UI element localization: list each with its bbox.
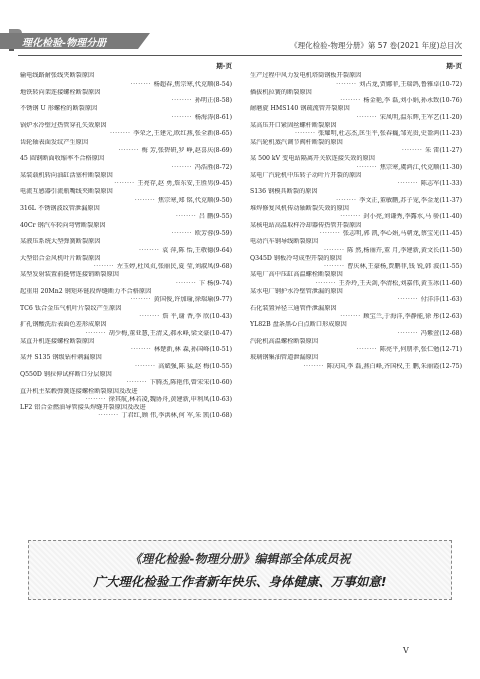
toc-entry-title: 插拔机拉簧的断裂原因 (250, 88, 312, 96)
toc-entry-title: 316L 不锈钢波纹管泄漏原因 (20, 205, 100, 213)
column-heading: 期-页 (216, 62, 232, 70)
leader-dots: ········ (135, 362, 159, 370)
toc-entry-authors (20, 197, 232, 205)
toc-entry-authors (250, 330, 462, 338)
toc-entry-title: 40Cr 钢汽车转向弯臂断裂原因 (20, 221, 106, 229)
toc-entry-authors (20, 97, 232, 105)
toc-entry-author-text: 林楚新,林 森,孙国峰(10-51) (153, 346, 232, 354)
toc-entry-authors (20, 379, 232, 387)
header-rule (18, 55, 462, 56)
leader-dots: ········ (175, 213, 199, 221)
leader-dots: ········ (340, 312, 364, 320)
toc-entry-author-text: 高斌强,陈 猛,赵 梅(10-55) (158, 362, 232, 370)
leader-dots: ········ (126, 379, 150, 387)
toc-entry (20, 271, 232, 288)
toc-entry-authors (20, 230, 232, 238)
toc-entry-authors (250, 247, 462, 255)
toc-entry-title: 锅炉水冷壁过热管穿孔失效原因 (20, 122, 107, 130)
leader-dots: ········ (397, 180, 421, 188)
toc-entry-author-text: 王乔玲,王天剑,李清松,刘嘉伟,黄玉冰(11-60) (338, 279, 462, 287)
toc-entry-title: 某水电厂钢护水冷壁管泄漏的原因 (250, 288, 343, 296)
page-number: V (403, 646, 409, 655)
toc-entry-author-text: 詹 平,谢 香,李 欣(10-43) (162, 312, 232, 320)
toc-entry-authors (250, 197, 462, 205)
toc-entry-author-text: 焦宗寒,虞鸿江,代克顺(11-30) (379, 163, 462, 171)
toc-entry-author-text: 宋凤明,温东辉,王军艺(11-20) (379, 113, 462, 121)
leader-dots: ········ (171, 113, 195, 121)
toc-entry-author-text: 陈志军(11-33) (420, 180, 462, 188)
leader-dots: ········ (401, 146, 425, 154)
toc-entry (20, 255, 232, 272)
toc-entry (250, 72, 462, 89)
toc-entry-title: 某电厂汽轮机中压转子动叶片开裂的原因 (250, 171, 362, 179)
toc-entry-author-text: 刘占龙,贾娜菲,王瑞鸽,鲁雅卓(10-72) (359, 80, 462, 88)
column-heading: 期-页 (446, 62, 462, 70)
leader-dots: ········ (134, 196, 158, 204)
toc-entry-title: 输电线路耐张线夹断裂原因 (20, 72, 95, 80)
toc-entry-author-text: 朱 雷(11-27) (424, 146, 462, 154)
toc-entry-author-text: 陈亮平,何朋孝,张仁勉(12-71) (379, 346, 462, 354)
toc-entry-authors (250, 97, 462, 105)
toc-entry-authors (20, 263, 232, 271)
toc-entry-title: 齿轮轴表面发纹产生原因 (20, 138, 89, 146)
toc-entry-authors (20, 396, 232, 404)
toc-entry-title: 直升机主桨毂弹簧连接螺栓断裂原因及改进 (20, 387, 138, 395)
toc-entry-title: 电动汽车钢导线断裂原因 (250, 238, 319, 246)
toc-entry (20, 338, 232, 355)
toc-entry-authors (250, 130, 462, 138)
toc-entry-author-text: 李文正,董敏鹏,苏子宠,李金龙(11-37) (359, 196, 462, 204)
toc-entry-title: 石化装置异径三通管件泄漏原因 (250, 304, 337, 312)
leader-dots: ········ (356, 346, 380, 354)
toc-entry-author-text: 袁 萍,陈 怡,王敬德(9-64) (162, 246, 232, 254)
toc-entry-title: S136 钢模具断裂的原因 (250, 188, 318, 196)
toc-entry-title: 某汽轮机蒸汽调节阀杆断裂的原因 (250, 138, 343, 146)
toc-entry (20, 371, 232, 388)
toc-entry-author-text: 孙明正(8-58) (194, 97, 232, 105)
leader-dots: ········ (171, 163, 195, 171)
toc-entry (20, 122, 232, 139)
banner-line-1: 《理化检验-物理分册》编辑部全体成员祝 (129, 552, 351, 566)
toc-entry (250, 354, 462, 371)
toc-entry-author-text: 张志明,郭 凯,李心娟,马朝龙,蔡宝光(11-45) (342, 229, 462, 237)
leader-dots: ········ (139, 312, 163, 320)
leader-dots: ········ (336, 196, 360, 204)
toc-entry-author-text: 王亮存,赵 勇,詹东安,王胜男(9-45) (137, 180, 232, 188)
toc-entry (250, 321, 462, 338)
toc-entry (250, 338, 462, 355)
toc-entry-author-text: 卞 杨(9-74) (198, 279, 232, 287)
toc-entry-author-text: 冯浩胜(8-72) (194, 163, 232, 171)
toc-entry-authors (20, 313, 232, 321)
toc-entry-author-text: 封小亮,刘谦秀,李露水,马 骄(11-40) (363, 213, 462, 221)
leader-dots: ········ (175, 279, 199, 287)
toc-entry-authors (20, 147, 232, 155)
toc-entry (250, 238, 462, 255)
toc-entry (250, 255, 462, 272)
leader-dots: ········ (110, 130, 134, 138)
toc-entry (20, 288, 232, 305)
toc-entry-title: 某井 S135 钢级钻杆刺漏原因 (20, 354, 102, 362)
toc-entry-title: 玻璃钢集油管道泄漏原因 (250, 354, 319, 362)
leader-dots: ········ (397, 296, 421, 304)
toc-entry-authors (20, 180, 232, 188)
toc-entry-authors (250, 213, 462, 221)
toc-entry-authors (20, 346, 232, 354)
toc-entry-author-text: 焦宗寒,郑 铭,代克顺(9-50) (157, 196, 232, 204)
toc-entry (250, 155, 462, 172)
logo-text: 理化检验-物理分册 (22, 38, 107, 49)
toc-entry-author-text: 陈 然,杨丽卉,董 月,李建新,黄文长(11-50) (347, 246, 462, 254)
toc-entry-authors (250, 180, 462, 188)
toc-entry (250, 139, 462, 156)
leader-dots: ········ (130, 346, 154, 354)
leader-dots: ········ (340, 213, 364, 221)
toc-entry (20, 105, 232, 122)
toc-entry-author-text: 曹庆林,王豪杨,贾鹏菲,钱 锐,韩 波(11-55) (347, 263, 462, 271)
leader-dots: ········ (93, 263, 117, 271)
toc-entry-authors (250, 280, 462, 288)
toc-entry-title: 某 500 kV 变电站隔离开关软连接失效的原因 (250, 155, 375, 163)
toc-entry (20, 354, 232, 371)
toc-entry-authors (20, 412, 232, 420)
leader-dots: ········ (323, 246, 348, 254)
toc-entry-author-text: 陈庆国,李 磊,燕白峰,齐国权,王 鹏,朱丽霞(12-75) (326, 362, 462, 370)
toc-entry (20, 305, 232, 322)
toc-entry-title: 某型发射装置前挺臂连接销断裂原因 (20, 271, 119, 279)
toc-entry-title: 某高压开口紧固丝螺杆断裂原因 (250, 122, 337, 130)
toc-entry-author-text: 李荣之,王建元,欧红燕,张全新(8-65) (133, 130, 232, 138)
toc-entry-title: Q550D 钢拉伸试样断口分层原因 (20, 370, 112, 378)
toc-entry (20, 72, 232, 89)
toc-entry-author-text: 卞腾杰,陈艳伟,曾宋宋(10-60) (149, 379, 232, 387)
toc-entry-authors (250, 263, 462, 271)
toc-entry-authors (250, 313, 462, 321)
toc-entry-authors (250, 114, 462, 122)
toc-entry-authors (250, 363, 462, 371)
toc-entry-authors (250, 296, 462, 304)
toc-entry (250, 89, 462, 106)
toc-entry (250, 222, 462, 239)
toc-entry-author-text: 冯紫萱(12-68) (420, 329, 462, 337)
leader-dots: ········ (319, 229, 343, 237)
page-header (0, 0, 480, 58)
toc-entry-title: 电流互感器引流瓶嘴线夹断裂原因 (20, 188, 113, 196)
leader-dots: ········ (171, 229, 195, 237)
toc-entry-author-text: 徐其航,林若凌,魏协舟,黄建新,申利凤(10-63) (108, 395, 232, 403)
leader-dots: ········ (171, 97, 195, 105)
toc-entry-authors (250, 147, 462, 155)
leader-dots: ········ (356, 113, 380, 121)
toc-entry-title: 某装载机转向油缸活塞杆断裂原因 (20, 171, 113, 179)
leader-dots: ········ (356, 163, 380, 171)
leader-dots: ········ (118, 146, 142, 154)
toc-entry-title: 扩孔钢酸洗后表面色差形成原因 (20, 321, 107, 329)
toc-entry-title: 地铁转向架连接螺栓断裂原因 (20, 88, 101, 96)
toc-entry-authors (250, 346, 462, 354)
toc-entry-title: Q345D 钢板冷弯成型开裂的原因 (250, 254, 342, 262)
toc-entry-author-text: 吕 鹏(9-55) (198, 213, 232, 221)
toc-entry (20, 205, 232, 222)
toc-entry-author-text: 杨海涛(8-61) (194, 113, 232, 121)
toc-entry-title: 45 圆钢断面收缩率不合格原因 (20, 155, 105, 163)
toc-entry-author-text: 付洋洋(11-63) (420, 296, 462, 304)
toc-entry-authors (20, 247, 232, 255)
toc-entry (250, 305, 462, 322)
toc-entry-authors (250, 81, 462, 89)
toc-entry-authors (20, 81, 232, 89)
toc-entry-title: 大型铝合金风机叶片断裂原因 (20, 254, 101, 262)
toc-entry-author-text: 胡少梅,董亚慧,王清义,郝永峰,梁文豪(10-47) (108, 329, 232, 337)
toc-entry-authors (20, 363, 232, 371)
toc-entry-author-text: 左玉婷,杜凤贞,张丽民,夏 莹,刘淑凤(9-68) (116, 263, 232, 271)
toc-entry-title: 某电厂高中压缸高温螺栓断裂原因 (250, 271, 343, 279)
toc-entry-authors (20, 114, 232, 122)
toc-entry-authors (250, 164, 462, 172)
toc-entry-title: TC6 钛合金压气机叶片裂纹产生原因 (20, 304, 122, 312)
leader-dots: ········ (397, 329, 421, 337)
toc-entry-title: 某液压系统大型弹簧断裂原因 (20, 238, 101, 246)
toc-entry-title: 起重用 20Mn2 钢矩环链段焊缝断力不合格原因 (20, 288, 152, 296)
leader-dots: ········ (114, 180, 138, 188)
leader-dots: ········ (323, 263, 348, 271)
toc-entry-authors (20, 164, 232, 172)
leader-dots: ········ (340, 97, 364, 105)
toc-entry-author-text: 黄国俊,许加瑜,徐瑞瑜(9-77) (153, 296, 232, 304)
toc-entry-authors (20, 280, 232, 288)
toc-entry (250, 205, 462, 222)
toc-entry-authors (20, 213, 232, 221)
leader-dots: ········ (130, 80, 154, 88)
banner-line-2: 广大理化检验工作者新年快乐、身体健康、万事如意! (93, 574, 387, 589)
toc-entry-author-text: 欧芳蓉(9-59) (194, 229, 232, 237)
toc-entry-title: 某直升机连接螺栓断裂原因 (20, 337, 95, 345)
leader-dots: ········ (315, 279, 339, 287)
toc-entry-title: 生产过程中风力发电机塔筒钢板开裂原因 (250, 72, 362, 80)
toc-entry-title: 汽轮机高温螺栓断裂原因 (250, 337, 319, 345)
toc-entry-author-text: 杨超春,焦宗寒,代克顺(8-54) (153, 80, 232, 88)
toc-entry-authors (20, 130, 232, 138)
toc-entry-title: LF2 铝合金燃油导管接头焊缝开裂原因及改进 (20, 404, 146, 412)
toc-entry (20, 388, 232, 405)
toc-entry (250, 271, 462, 288)
contents-column-left (20, 62, 232, 421)
toc-entry (20, 321, 232, 338)
toc-entry (20, 222, 232, 239)
toc-entry-title: 耐磨旋 HMS140 钢疏流管开裂原因 (250, 105, 350, 113)
toc-entry-authors (20, 330, 232, 338)
leader-dots: ········ (98, 412, 122, 420)
leader-dots: ········ (303, 362, 327, 370)
toc-entry (250, 288, 462, 305)
toc-entry (20, 404, 232, 421)
journal-title: 《理化检验-物理分册》第 57 卷(2021 年度)总目次 (290, 41, 462, 50)
toc-entry (20, 238, 232, 255)
toc-entry (20, 139, 232, 156)
toc-entry-author-text: 丁君红,顾 伟,李洪林,何 军,朱 凯(10-68) (121, 412, 232, 420)
toc-entry-author-text: 张耀明,杜志杰,匡生平,张春巍,邹光贵,史盈鸿(11-23) (318, 130, 462, 138)
toc-entry-title: YL82B 盘条黑心白点断口形成原因 (250, 321, 347, 329)
toc-entry-title: 堆焊修复风机传动轴断裂失效的原因 (250, 205, 349, 213)
toc-entry (250, 105, 462, 122)
leader-dots: ········ (336, 80, 360, 88)
toc-entry-title: 某核电站高温取样冷却器传热管开裂原因 (250, 221, 362, 229)
toc-entry (20, 155, 232, 172)
leader-dots: ········ (295, 130, 319, 138)
toc-entry (20, 172, 232, 189)
toc-entry-authors (20, 296, 232, 304)
toc-entry-author-text: 梅 芳,张碧研,罗 峥,赵喜庆(8-69) (141, 146, 232, 154)
toc-entry (250, 122, 462, 139)
toc-entry-authors (250, 230, 462, 238)
greeting-banner (28, 540, 452, 600)
leader-dots: ········ (138, 246, 163, 254)
toc-entry (20, 188, 232, 205)
toc-entry (250, 172, 462, 189)
leader-dots: ········ (130, 296, 154, 304)
toc-entry-author-text: 顾宝兰,于海洋,李静能,徐 彤(12-63) (363, 312, 462, 320)
toc-entry (20, 89, 232, 106)
toc-entry (250, 188, 462, 205)
leader-dots: ········ (85, 329, 109, 337)
leader-dots: ········ (85, 395, 109, 403)
contents-column-right (250, 62, 462, 371)
toc-entry-title: 不锈钢 U 形螺栓的断裂原因 (20, 105, 98, 113)
toc-entry-author-text: 杨金艳,李 磊,刘小娟,孙永致(10-76) (363, 97, 462, 105)
